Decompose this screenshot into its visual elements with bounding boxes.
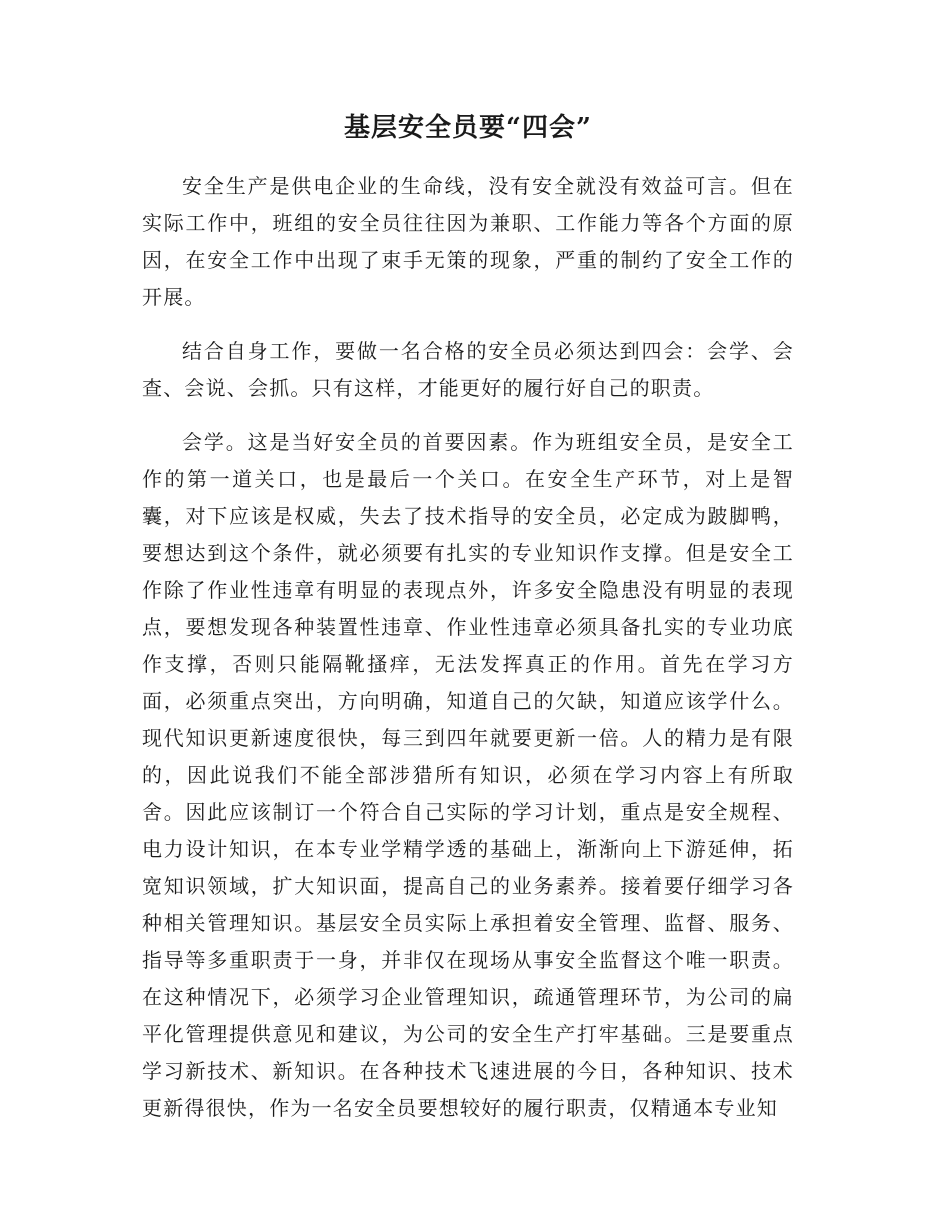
paragraph-learning: 会学。这是当好安全员的首要因素。作为班组安全员，是安全工作的第一道关口，也是最后一个关口。在安全生产环节，对上是智囊，对下应该是权威，失去了技术指导的安全员，必定成为跛脚鸭，要想达到这个条件，就必须要有扎实的专业知识作支撑。但是安全工作除了作业性违章有明显的表现点外，许多安全隐患没有明显的表现点，要想发现各种装置性违章、作业性违章必须具备扎实的专业功底作支撑，否则只能隔靴搔痒，无法发挥真正的作用。首先在学习方面，必须重点突出，方向明确，知道自己的欠缺，知道应该学什么。现代知识更新速度很快，每三到四年就要更新一倍。人的精力是有限的，因此说我们不能全部涉猎所有知识，必须在学习内容上有所取舍。因此应该制订一个符合自己实际的学习计划，重点是安全规程、电力设计知识，在本专业学精学透的基础上，渐渐向上下游延伸，拓宽知识领域，扩大知识面，提高自己的业务素养。接着要仔细学习各种相关管理知识。基层安全员实际上承担着安全管理、监督、服务、指导等多重职责于一身，并非仅在现场从事安全监督这个唯一职责。在这种情况下，必须学习企业管理知识，疏通管理环节，为公司的扁平化管理提供意见和建议，为公司的安全生产打牢基础。三是要重点学习新技术、新知识。在各种技术飞速进展的今日，各种知识、技术更新得很快，作为一名安全员要想较好的履行职责，仅精通本专业知 [142,430,794,1120]
paragraph-intro: 安全生产是供电企业的生命线，没有安全就没有效益可言。但在实际工作中，班组的安全员往往因为兼职、工作能力等各个方面的原因，在安全工作中出现了束手无策的现象，严重的制约了安全工作的开展。 [142,174,794,309]
document-title: 基层安全员要“四会” [344,113,592,143]
document-page [142,108,794,1144]
paragraph-four-skills: 结合自身工作，要做一名合格的安全员必须达到四会：会学、会查、会说、会抓。只有这样，才能更好的履行好自己的职责。 [142,339,794,400]
